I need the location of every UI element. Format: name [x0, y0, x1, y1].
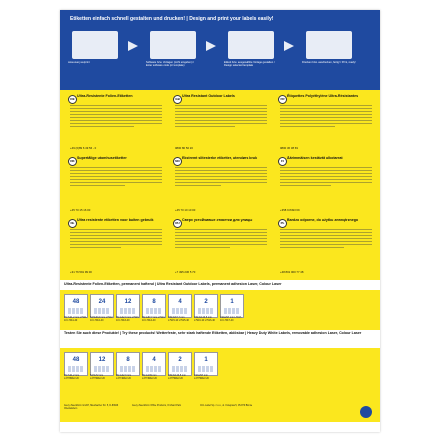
section-body — [70, 229, 162, 250]
product-codes: 199,6x67,7 mm L7915-10 L7915-40 — [168, 316, 189, 322]
labels-per-sheet: 8 — [152, 299, 156, 305]
country-badge: DK — [68, 157, 77, 166]
address-block: Avery Zweckform GmbH, Miesbacher Str. 5, D-83626 Oberlaindern — [64, 405, 119, 410]
country-badge: DE — [68, 95, 77, 104]
labels-per-sheet: 8 — [126, 357, 130, 363]
section-body — [280, 105, 372, 129]
label-tile — [90, 352, 114, 376]
section-phone: +7 495 236 5 70 — [175, 270, 196, 274]
section-body — [175, 105, 267, 129]
country-badge: GB — [173, 95, 182, 104]
label-tile — [168, 352, 192, 376]
section-pl — [276, 218, 374, 276]
labels-per-sheet: 4 — [178, 299, 182, 305]
country-badge: NL — [68, 219, 77, 228]
section-body — [280, 167, 372, 188]
step-caption: Drucken bzw. ausdrucken, fertig! / Print, ready! — [302, 61, 356, 64]
band-title: Testen Sie auch diese Produkte! | Try these products! Wetterfeste, sehr stark haftende Etiketten, ablösbar | Heavy Duty White Labels, removable adhesion Laser, Colour Laser — [64, 331, 362, 335]
label-tile — [142, 352, 166, 376]
labels-per-sheet: 12 — [98, 357, 106, 363]
info-panel — [60, 90, 380, 422]
step-caption: www.avery.eu/print — [68, 61, 90, 64]
grid-icon — [146, 366, 162, 372]
section-title: Étiquettes Polyéthylène Ultra-Résistantes — [287, 94, 359, 98]
label-sheet-document — [60, 10, 380, 432]
label-tile — [64, 352, 88, 376]
section-phone: +45 70 15 16 00 — [70, 208, 91, 212]
section-gb — [171, 94, 269, 152]
grid-icon — [68, 308, 84, 314]
label-tile — [116, 352, 140, 376]
label-tile — [194, 294, 218, 318]
labels-per-sheet: 1 — [204, 357, 208, 363]
label-tile — [168, 294, 192, 318]
arrow-icon — [128, 41, 138, 51]
header-banner — [60, 10, 380, 90]
section-phone: 0800 36 38 69 — [280, 146, 298, 150]
country-badge: FI — [278, 157, 287, 166]
product-codes: 99,1x139 mm L4773REV-20 — [142, 374, 157, 380]
section-phone: +45 70 10 10 00 — [175, 208, 196, 212]
grid-icon — [94, 366, 110, 372]
section-title: Ultra-Resistente Folien-Etiketten — [77, 94, 133, 98]
product-codes: 210x297 mm L7917-10 L7917-40 — [220, 316, 242, 322]
section-ru — [171, 218, 269, 276]
product-codes: 99,1x42,3 mm L4774REV-20 — [116, 374, 132, 380]
section-title: Сверх устойчивые этикетки для улицы — [182, 218, 253, 222]
section-title: Ultra Resistant Outdoor Labels — [182, 94, 235, 98]
grid-icon — [172, 366, 188, 372]
product-codes: 63,5x72 mm L4776REV-20 — [90, 374, 105, 380]
product-codes: 210x297 mm L4775REV-20 — [194, 374, 209, 380]
product-codes: 199,6x143,5 mm L7916-10 L7916-40 — [194, 316, 215, 322]
country-badge: RU — [173, 219, 182, 228]
country-badge: FR — [278, 95, 287, 104]
address-block: Avery Zweckform Office Products, Orchard Park — [132, 405, 181, 407]
section-no — [171, 156, 269, 214]
labels-per-sheet: 2 — [178, 357, 182, 363]
arrow-icon — [284, 41, 294, 51]
section-fr — [276, 94, 374, 152]
step-print — [302, 27, 356, 79]
grid-icon — [146, 308, 162, 314]
product-codes: 45,7x21,2 mm L4778REV-20 — [64, 374, 80, 380]
address-block: CCL Label Sp. z o.o., ul. Kolejowa 5, 05-870 Błonie — [200, 405, 253, 407]
label-tile — [194, 352, 218, 376]
labels-per-sheet: 48 — [72, 357, 80, 363]
step-software — [146, 27, 200, 79]
band-title: Ultra-Resistente Folien-Etiketten, permanent haftend | Ultra Resistant Outdoor Labels, permanent adhesion Laser, Colour Laser — [64, 282, 282, 286]
label-tile — [64, 294, 88, 318]
arrow-icon — [206, 41, 216, 51]
section-phone: 0800 80 50 20 — [175, 146, 193, 150]
product-codes: 199,6x143,5 mm L4775REV-20 — [168, 374, 186, 380]
section-title: Ultra resistente etiketten voor buiten gebruik — [77, 218, 154, 222]
label-tile — [142, 294, 166, 318]
product-tiles-permanent — [64, 294, 376, 328]
section-de — [66, 94, 164, 152]
monitor-icon — [72, 31, 118, 59]
section-title: Bardzo odporne, do użytku zewnętrznego — [287, 218, 359, 222]
labels-per-sheet: 1 — [230, 299, 234, 305]
product-band-permanent — [60, 280, 380, 290]
section-phone: +31 76 591 99 00 — [70, 270, 92, 274]
labels-per-sheet: 2 — [204, 299, 208, 305]
section-dk — [66, 156, 164, 214]
grid-icon — [198, 308, 214, 314]
step-caption: Software bzw. Vorlagen (nicht eingeben) / Enter software code (or template) — [146, 61, 194, 67]
section-title: Äärimmäisen kestävät ulkotarrat — [287, 156, 343, 160]
software-icon — [150, 31, 196, 59]
labels-per-sheet: 12 — [124, 299, 132, 305]
label-tile — [116, 294, 140, 318]
product-codes: 45,7x21,2 mm L7911-10 L7911-40 — [64, 316, 88, 322]
section-body — [175, 167, 267, 188]
ccl-logo — [360, 406, 372, 418]
product-codes: 63,5x33,9 mm L7912-10 L7912-40 — [90, 316, 114, 322]
section-body — [280, 229, 372, 250]
product-band-removable — [60, 330, 380, 348]
section-phone: +358 9 8493 69 — [280, 208, 300, 212]
product-codes: 99,1x42,3 mm L7913-10 L7913-40 — [116, 316, 140, 322]
printer-icon — [306, 31, 352, 59]
section-fi — [276, 156, 374, 214]
design-icon — [228, 31, 274, 59]
labels-per-sheet: 48 — [72, 299, 80, 305]
grid-icon — [120, 366, 136, 372]
section-body — [70, 167, 162, 188]
footer-addresses — [60, 402, 380, 422]
section-phone: +48 801 000 77 48 — [280, 270, 304, 274]
labels-per-sheet: 24 — [98, 299, 106, 305]
step-design — [224, 27, 278, 79]
label-tile — [220, 294, 244, 318]
product-tiles-removable — [64, 352, 376, 386]
grid-icon — [224, 308, 240, 314]
grid-icon — [198, 366, 214, 372]
labels-per-sheet: 4 — [152, 357, 156, 363]
section-phone: +49 (0)89 6 49 56 - 0 — [70, 146, 97, 150]
grid-icon — [94, 308, 110, 314]
header-title: Etiketten einfach schnell gestalten und drucken! | Design and print your labels easily! — [70, 16, 274, 22]
section-body — [175, 229, 267, 250]
step-caption: Etikett bzw. ausgewählte Vorlage gestalten / Design selected template — [224, 61, 275, 67]
product-codes: 99,1x67,7 mm L7914-10 L7914-40 — [142, 316, 166, 322]
section-body — [70, 105, 162, 129]
country-badge: NO — [173, 157, 182, 166]
grid-icon — [172, 308, 188, 314]
section-title: Ekstremt slitesterke etiketter, utendørs bruk — [182, 156, 258, 160]
label-tile — [90, 294, 114, 318]
print-steps — [68, 27, 372, 85]
section-title: Supertåligе utomhusetiketter — [77, 156, 127, 160]
country-badge: PL — [278, 219, 287, 228]
grid-icon — [120, 308, 136, 314]
step-website — [68, 27, 122, 79]
grid-icon — [68, 366, 84, 372]
section-nl — [66, 218, 164, 276]
